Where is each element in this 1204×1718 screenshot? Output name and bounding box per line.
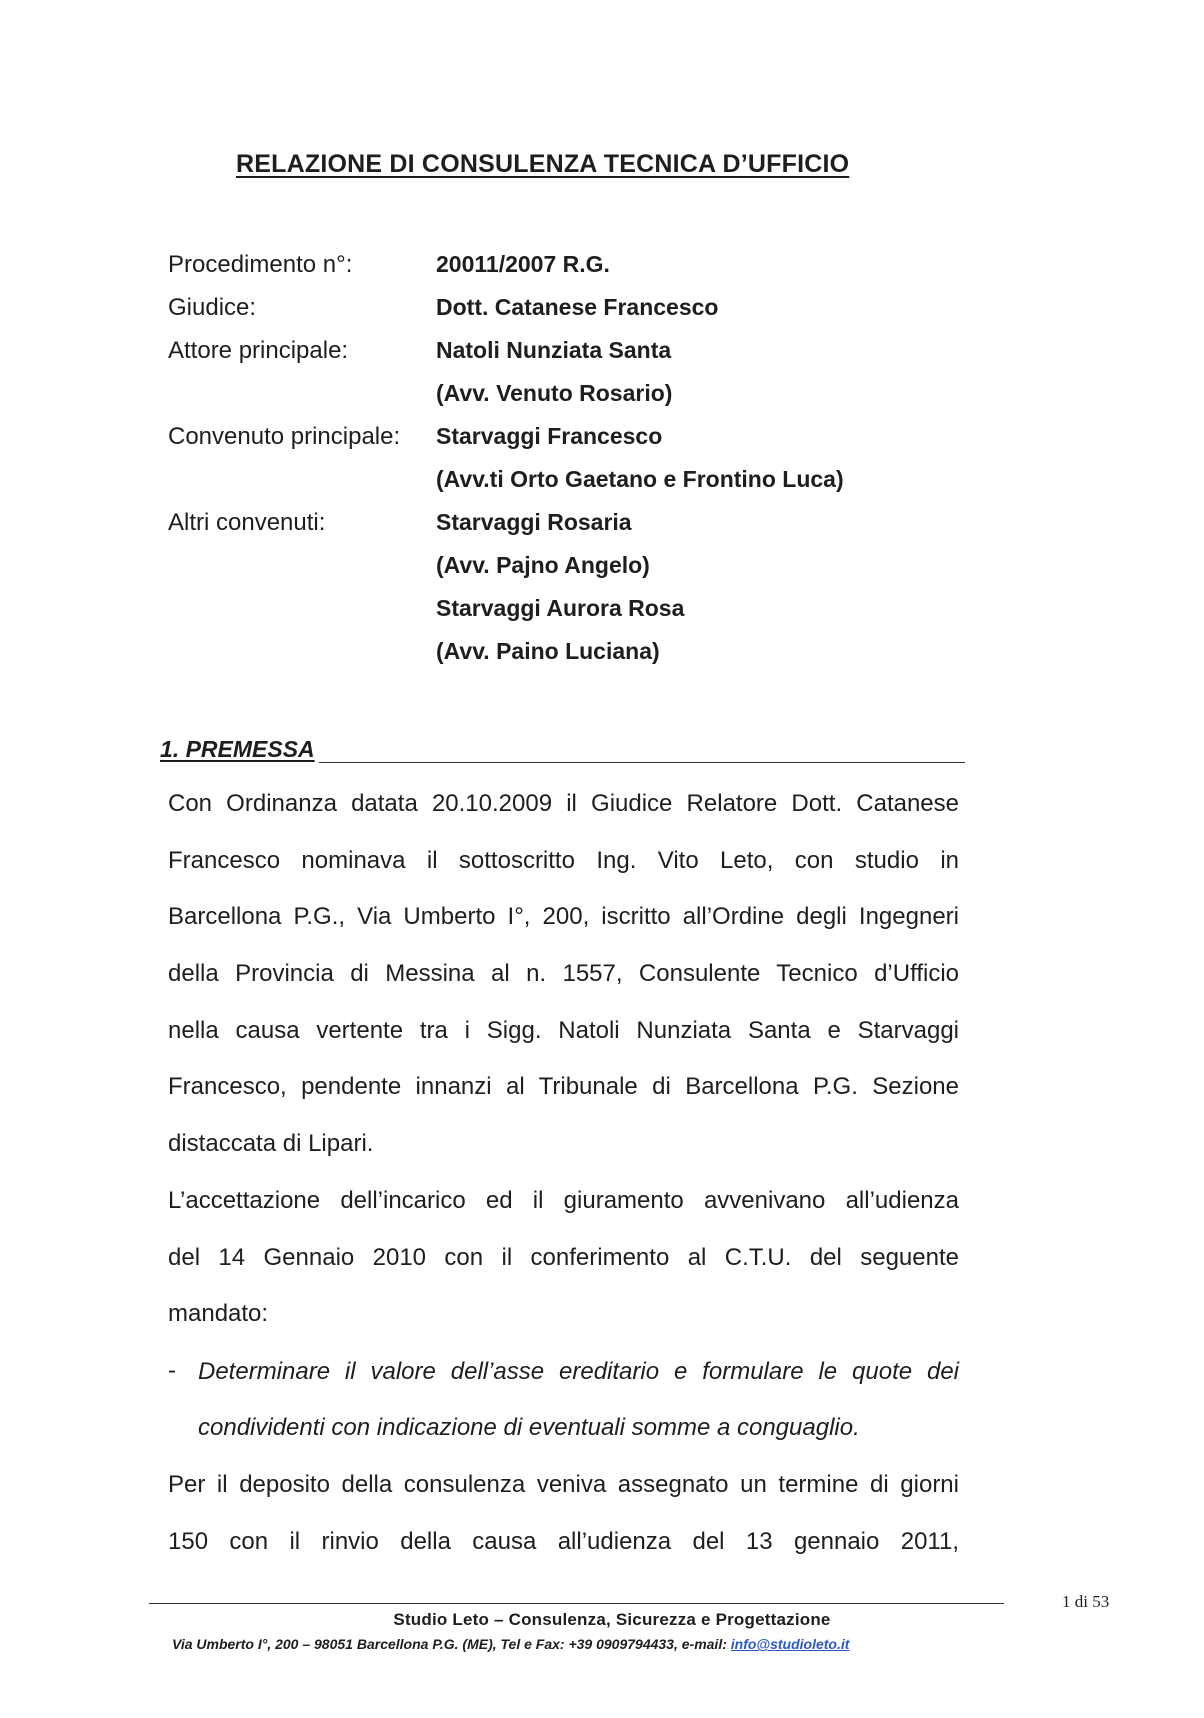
- meta-label: Convenuto principale:: [168, 422, 401, 450]
- footer-divider: [149, 1603, 1004, 1604]
- paragraph-line: Francesco, pendente innanzi al Tribunale di Barcellona P.G. Sezione: [168, 1073, 959, 1100]
- meta-row-attore: [168, 329, 928, 372]
- case-details: [168, 243, 928, 673]
- meta-row-convenuto-avvocati: [168, 458, 928, 501]
- paragraph-line: nella causa vertente tra i Sigg. Natoli Nunziata Santa e Starvaggi: [168, 1017, 959, 1044]
- meta-value: (Avv. Venuto Rosario): [436, 380, 673, 406]
- meta-value: (Avv.ti Orto Gaetano e Frontino Luca): [436, 466, 844, 492]
- meta-label: Altri convenuti:: [168, 508, 326, 536]
- meta-row-convenuto: [168, 415, 928, 458]
- paragraph-line: del 14 Gennaio 2010 con il conferimento al C.T.U. del seguente: [168, 1244, 959, 1271]
- page-number: 1 di 53: [1062, 1592, 1110, 1611]
- meta-row-altri-convenuto-2: [168, 587, 928, 630]
- meta-value: Starvaggi Francesco: [436, 423, 663, 449]
- document-title: RELAZIONE DI CONSULENZA TECNICA D’UFFICIO: [236, 150, 850, 178]
- paragraph-line: mandato:: [168, 1300, 269, 1327]
- meta-label: Giudice:: [168, 293, 257, 321]
- footer-email-link[interactable]: info@studioleto.it: [730, 1636, 850, 1652]
- list-bullet: -: [168, 1357, 176, 1384]
- meta-value: Starvaggi Rosaria: [436, 509, 632, 535]
- meta-label: Attore principale:: [168, 336, 349, 364]
- paragraph-line: L’accettazione dell’incarico ed il giuramento avvenivano all’udienza: [168, 1187, 959, 1214]
- meta-row-procedimento: [168, 243, 928, 286]
- meta-value: Starvaggi Aurora Rosa: [436, 595, 685, 621]
- meta-row-giudice: [168, 286, 928, 329]
- mandate-line: condividenti con indicazione di eventuali somme a conguaglio.: [198, 1414, 860, 1441]
- footer-address: [172, 1636, 849, 1652]
- paragraph-line: della Provincia di Messina al n. 1557, Consulente Tecnico d’Ufficio: [168, 960, 959, 987]
- meta-row-altri-avvocato-2: [168, 630, 928, 673]
- meta-value: 20011/2007 R.G.: [436, 251, 610, 277]
- meta-row-altri-convenuti: [168, 501, 928, 544]
- meta-value: (Avv. Pajno Angelo): [436, 552, 650, 578]
- footer-studio-name: Studio Leto – Consulenza, Sicurezza e Progettazione: [393, 1610, 831, 1629]
- meta-row-attore-avvocato: [168, 372, 928, 415]
- paragraph-line: distaccata di Lipari.: [168, 1130, 374, 1157]
- meta-value: Dott. Catanese Francesco: [436, 294, 719, 320]
- paragraph-line: Per il deposito della consulenza veniva assegnato un termine di giorni: [168, 1471, 959, 1498]
- section-heading-rule: [160, 728, 965, 763]
- footer-address-text: Via Umberto I°, 200 – 98051 Barcellona P.G. (ME), Tel e Fax: +39 0909794433, e-mail:: [172, 1636, 731, 1652]
- paragraph-line: Con Ordinanza datata 20.10.2009 il Giudice Relatore Dott. Catanese: [168, 790, 959, 817]
- section-heading: 1. PREMESSA: [160, 736, 319, 763]
- paragraph-line: 150 con il rinvio della causa all’udienza del 13 gennaio 2011,: [168, 1528, 959, 1555]
- mandate-line: Determinare il valore dell’asse ereditario e formulare le quote dei: [198, 1358, 959, 1385]
- paragraph-line: Barcellona P.G., Via Umberto I°, 200, iscritto all’Ordine degli Ingegneri: [168, 903, 959, 930]
- meta-row-altri-avvocato-1: [168, 544, 928, 587]
- meta-value: (Avv. Paino Luciana): [436, 638, 660, 664]
- paragraph-line: Francesco nominava il sottoscritto Ing. Vito Leto, con studio in: [168, 847, 959, 874]
- meta-value: Natoli Nunziata Santa: [436, 337, 672, 363]
- meta-label: Procedimento n°:: [168, 250, 353, 278]
